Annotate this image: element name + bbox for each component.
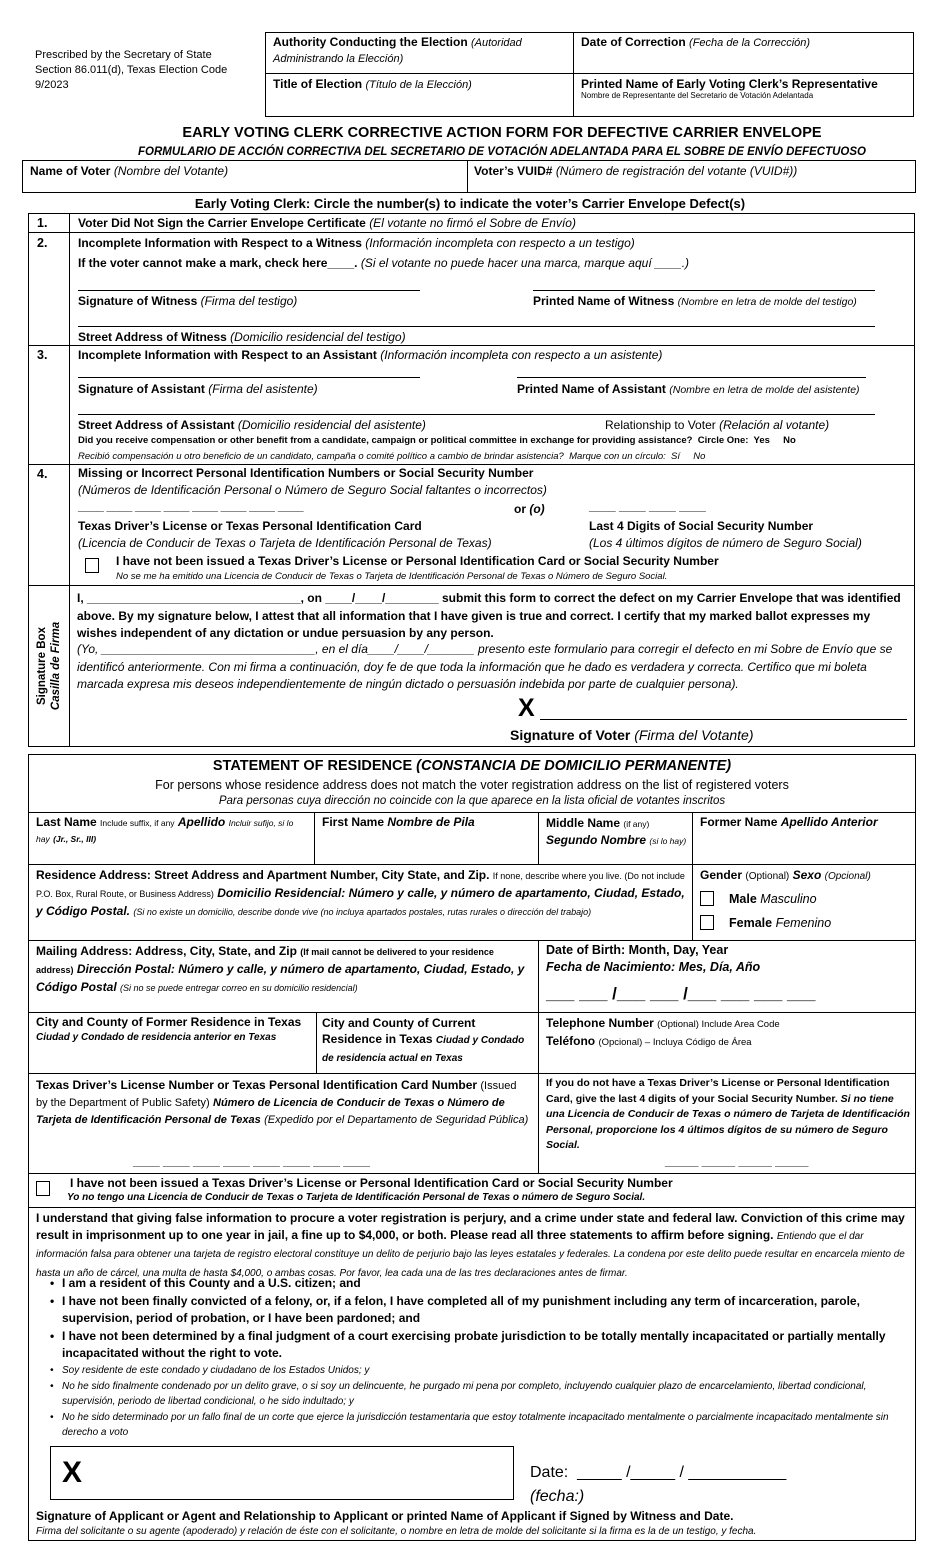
residence-not-issued-checkbox[interactable] <box>36 1181 50 1196</box>
gender-label: Gender (Optional) Sexo (Opcional) <box>700 868 871 882</box>
dob-blanks[interactable]: ___ ___ /___ ___ /___ ___ ___ ___ <box>546 984 816 1003</box>
defect-number-2[interactable]: 2. <box>37 236 48 250</box>
ssn-label: Last 4 Digits of Social Security Number <box>589 519 814 533</box>
assistant-address-label: Street Address of Assistant (Domicilio residencial del asistente) <box>78 418 426 432</box>
defect-number-3[interactable]: 3. <box>37 348 48 362</box>
statement-2: • I have not been finally convicted of a felony, or, if a felon, I have completed all of my punishment including any term of incarceration, parole, supervision, period of probation, or I have been pardoned; and <box>48 1293 908 1328</box>
ssn-label-es: (Los 4 últimos dígitos de número de Seguro Social) <box>589 536 862 550</box>
residence-not-issued-label: I have not been issued a Texas Driver’s License or Personal Identification Card or Social Security Number <box>70 1176 673 1190</box>
not-issued-label-es: No se me ha emitido una Licencia de Conducir de Texas o Tarjeta de Identificación Personal de Texas o Número de Seguro Social. <box>116 571 668 582</box>
defect-3-text: Incomplete Information with Respect to an Assistant (Información incompleta con respecto a un asistente) <box>78 348 663 362</box>
defect-4-text-es: (Números de Identificación Personal o Número de Seguro Social faltantes o incorrectos) <box>78 483 547 497</box>
first-name-field[interactable]: First Name Nombre de Pila <box>322 815 475 829</box>
defect-2-text: Incomplete Information with Respect to a Witness (Información incompleta con respecto a un testigo) <box>78 236 635 250</box>
residence-subtitle-es: Para personas cuya dirección no coincide con la que aparece en la lista oficial de votantes inscritos <box>218 795 726 807</box>
witness-printed-line[interactable] <box>533 290 875 291</box>
statement-es-1: • Soy residente de este condado y ciudadano de los Estados Unidos; y <box>48 1363 908 1379</box>
dl-blanks[interactable]: ____ ____ ____ ____ ____ ____ ____ ____ <box>78 499 304 513</box>
former-city-field[interactable]: City and County of Former Residence in Texas Ciudad y Condado de residencia anterior en Texas <box>36 1015 302 1043</box>
female-label: Female Femenino <box>729 916 832 930</box>
date-correction-field[interactable]: Date of Correction (Fecha de la Corrección) <box>581 35 811 49</box>
dl-label-es: (Licencia de Conducir de Texas o Tarjeta de Identificación Personal de Texas) <box>78 536 492 550</box>
applicant-signature-box[interactable] <box>50 1446 514 1500</box>
not-issued-checkbox[interactable] <box>85 558 99 573</box>
assistant-address-line[interactable] <box>78 414 875 415</box>
form-title-es: FORMULARIO DE ACCIÓN CORRECTIVA DEL SECRETARIO DE VOTACIÓN ADELANTADA PARA EL SOBRE DE ENVÍO DEFECTUOSO <box>138 146 866 158</box>
applicant-signature-label: Signature of Applicant or Agent and Relationship to Applicant or printed Name of Applicant if Signed by Witness and Date. <box>36 1509 734 1523</box>
affirmation-statements-es <box>48 1363 908 1441</box>
statement-1: • I am a resident of this County and a U.S. citizen; and <box>48 1275 908 1293</box>
witness-mark-check[interactable]: If the voter cannot make a mark, check here____. (Si el votante no puede hacer una marca, marque aquí ____.) <box>78 256 690 270</box>
applicant-date-field[interactable]: Date: _____ /_____ / ___________ <box>530 1464 787 1481</box>
residence-title: STATEMENT OF RESIDENCE (CONSTANCIA DE DOMICILIO PERMANENTE) <box>212 758 732 774</box>
dob-label-es: Fecha de Nacimiento: Mes, Día, Año <box>546 960 761 974</box>
residence-address-field[interactable]: Residence Address: Street Address and Apartment Number, City State, and Zip. If none, describe where you live. (Do not include P.O. Box, Rural Route, or Business Address) Domicilio Residencial: Número y calle, y número de apartamento, Ciudad, Estado, y Código Postal. (Si no existe un domicilio, describe donde vive (no incluya apartados postales, rutas rurales o dirección del trabajo) <box>36 868 685 918</box>
mailing-address-field[interactable]: Mailing Address: Address, City, State, and Zip (If mail cannot be delivered to your residence address) Dirección Postal: Número y calle, y número de apartamento, Ciudad, Estado, y Código Postal (Si no se puede entregar correo en su domicilio residencial) <box>36 944 525 994</box>
voter-signature-label: Signature of Voter (Firma del Votante) <box>510 727 754 743</box>
assistant-signature-label: Signature of Assistant (Firma del asistente) <box>78 382 318 396</box>
affirmation-statements <box>48 1275 908 1363</box>
defect-4-text: Missing or Incorrect Personal Identification Numbers or Social Security Number <box>78 466 534 480</box>
dl-number-blanks[interactable]: ____ ____ ____ ____ ____ ____ ____ ____ <box>133 1154 370 1168</box>
compensation-question-es: Recibió compensación u otro beneficio de un candidato, campaña o comité político a cambio de brindar asistencia? Marque con un círculo: Sí No <box>78 451 706 462</box>
clerk-rep-field[interactable]: Printed Name of Early Voting Clerk’s Representative Nombre de Representante del Secretario de Votación Adelantada <box>581 77 878 100</box>
applicant-sign-x: X <box>62 1456 83 1489</box>
witness-signature-line[interactable] <box>78 290 420 291</box>
statement-es-2: • No he sido finalmente condenado por un delito grave, o si soy un delincuente, he purgado mi pena por completo, incluyendo cualquier plazo de encarcelamiento, libertad condicional, supervisión, periodo de libertad condicional, o he sido indultado; y <box>48 1379 908 1410</box>
ssn-digit-blanks[interactable]: _____ _____ _____ _____ <box>665 1154 809 1168</box>
dl-number-field[interactable]: Texas Driver’s License Number or Texas Personal Identification Card Number (Issued by the Department of Public Safety) Número de Licencia de Conducir de Texas o Número de Tarjeta de Identificación Personal de Texas (Expedido por el Departamento de Seguridad Pública) <box>36 1078 529 1126</box>
voter-name-field[interactable]: Name of Voter (Nombre del Votante) <box>30 164 229 178</box>
witness-address-label: Street Address of Witness (Domicilio residencial del testigo) <box>78 330 406 344</box>
witness-address-line[interactable] <box>78 326 875 327</box>
female-checkbox[interactable] <box>700 915 714 930</box>
former-name-field[interactable]: Former Name Apellido Anterior <box>700 815 878 829</box>
residence-not-issued-label-es: Yo no tengo una Licencia de Conducir de Texas o Tarjeta de Identificación Personal de Texas o número de Seguro Social. <box>67 1192 646 1203</box>
assistant-signature-line[interactable] <box>78 377 420 378</box>
middle-name-field[interactable]: Middle Name (if any) Segundo Nombre (si lo hay) <box>546 816 687 847</box>
defect-number-1[interactable]: 1. <box>37 216 48 230</box>
dob-label: Date of Birth: Month, Day, Year <box>546 943 729 957</box>
or-label: or (o) <box>514 502 545 516</box>
not-issued-label: I have not been issued a Texas Driver’s License or Personal Identification Card or Social Security Number <box>116 554 719 568</box>
ssn-field[interactable]: If you do not have a Texas Driver’s License or Personal Identification Card, give the last 4 digits of your Social Security Number. Si no tiene una Licencia de Conducir de Texas o número de Tarjeta de Identificación Personal, proporcione los 4 últimos dígitos de su número de Seguro Social. <box>546 1077 910 1151</box>
assistant-printed-line[interactable] <box>517 377 866 378</box>
current-city-field[interactable]: City and County of Current Residence in Texas Ciudad y Condado de residencia actual en Texas <box>322 1016 525 1064</box>
last-name-field[interactable]: Last Name Include suffix, if any Apellido Incluir sufijo, si lo hay (Jr., Sr., III) <box>36 815 294 844</box>
defect-number-4[interactable]: 4. <box>37 467 48 481</box>
assistant-relationship-label[interactable]: Relationship to Voter (Relación al votante) <box>605 418 830 432</box>
defect-1-text: Voter Did Not Sign the Carrier Envelope Certificate (El votante no firmó el Sobre de Envío) <box>78 216 576 230</box>
voter-vuid-field[interactable]: Voter’s VUID# (Número de registración del votante (VUID#)) <box>474 164 798 178</box>
assistant-printed-label: Printed Name of Assistant (Nombre en letra de molde del asistente) <box>517 382 860 396</box>
male-checkbox[interactable] <box>700 891 714 906</box>
applicant-signature-label-es: Firma del solicitante o su agente (apoderado) y relación de éste con el solicitante, o nombre en letra de molde del solicitante si la firma es la de un testigo, y fecha. <box>36 1526 757 1537</box>
attestation-paragraph-es: (Yo, ________________________________, en el día____/____/_______ presento este formulario para corregir el defecto en mi Sobre de Envío que se identificó anteriormente. Con mi firma a continuación, doy fe de que toda la información que he dado es verdadera y correcta. Certifico que mi boleta marcada expresa mis deseos independientemente de ningún dictado o persuasión indebida por parte de cualquier persona). <box>77 642 893 691</box>
statement-3: • I have not been determined by a final judgment of a court exercising probate jurisdiction to be totally mentally incapacitated or partially mentally incapacitated without the right to vote. <box>48 1328 908 1363</box>
applicant-date-es: (fecha:) <box>530 1488 585 1505</box>
dl-label: Texas Driver’s License or Texas Personal Identification Card <box>78 519 422 533</box>
signature-box-side-label: Signature Box Casilla de Firma <box>35 621 62 711</box>
residence-subtitle: For persons whose residence address does not match the voter registration address on the list of registered voters <box>155 778 789 792</box>
attestation-paragraph[interactable]: I, ________________________________, on ____/____/________ submit this form to correct the defect on my Carrier Envelope that was identified above. By my signature below, I attest that all information that I have given is true and correct. I certify that my marked ballot expresses my wishes independent of any dictation or undue persuasion by any person. <box>77 591 901 640</box>
form-title: EARLY VOTING CLERK CORRECTIVE ACTION FORM FOR DEFECTIVE CARRIER ENVELOPE <box>182 125 822 141</box>
ssn-blanks[interactable]: ____ ____ ____ ____ <box>589 499 706 513</box>
prescribed-note: Prescribed by the Secretary of State Section 86.011(d), Texas Election Code 9/2023 <box>35 49 228 91</box>
voter-signature-line[interactable] <box>540 719 907 720</box>
compensation-question[interactable]: Did you receive compensation or other benefit from a candidate, campaign or political committee in exchange for providing assistance? Circle One: Yes No <box>78 435 796 446</box>
perjury-statement: I understand that giving false information to procure a voter registration is perjury, and a crime under state and federal law. Conviction of this crime may result in imprisonment up to one year in jail, a fine up to $4,000, or both. Please read all three statements to affirm before signing. Entiendo que el dar información falsa para obtener una tarjeta de registro electoral constituye un delito de perjurio bajo las leyes estatales y federales. La condena por este delito puede resultar en encarcela miento de hasta un año de cárcel, una multa de hasta $4,000, o ambas cosas. Por favor, lea cada una de las tres declaraciones antes de firmar. <box>36 1211 905 1279</box>
male-label: Male Masculino <box>729 892 817 906</box>
witness-printed-label: Printed Name of Witness (Nombre en letra de molde del testigo) <box>533 294 857 308</box>
statement-es-3: • No he sido determinado por un fallo final de un corte que ejerce la jurisdicción testamentaria que estoy totalmente incapacitado mentalmente o parcialmente incapacitado mentalmente sin derecho a voto <box>48 1410 908 1441</box>
witness-signature-label: Signature of Witness (Firma del testigo) <box>78 294 298 308</box>
voter-sign-x: X <box>518 694 535 722</box>
clerk-instruction: Early Voting Clerk: Circle the number(s) to indicate the voter’s Carrier Envelope Defect(s) <box>194 196 746 211</box>
phone-field[interactable]: Telephone Number (Optional) Include Area Code Teléfono (Opcional) – Incluya Código de Área <box>546 1016 780 1048</box>
authority-field[interactable]: Authority Conducting the Election (Autoridad Administrando la Elección) <box>273 35 522 65</box>
title-election-field[interactable]: Title of Election (Título de la Elección) <box>273 77 472 91</box>
